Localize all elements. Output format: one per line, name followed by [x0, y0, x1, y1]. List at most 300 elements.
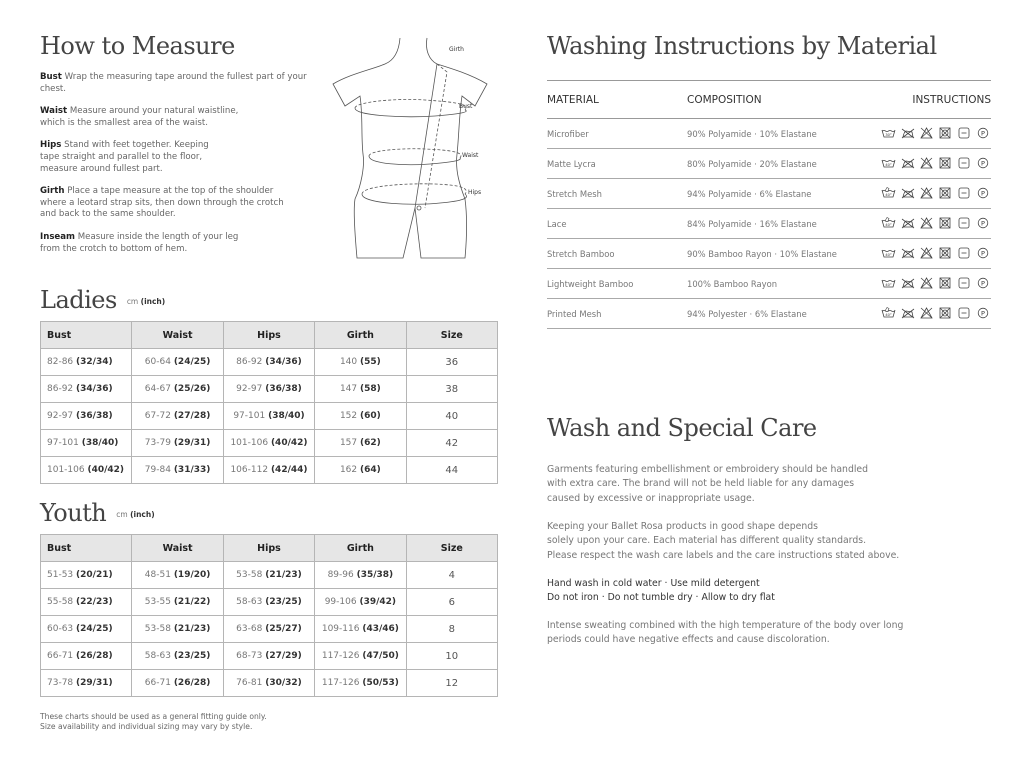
care-paragraph-instructions — [547, 577, 967, 606]
cell-bust — [41, 643, 132, 670]
do-not-bleach-icon — [920, 307, 934, 318]
line: Keeping your Ballet Rosa products in good shape depends — [547, 521, 818, 532]
inch-value: (26/28) — [76, 651, 113, 661]
do-not-bleach-icon — [920, 247, 934, 258]
cm-value: 66-71 — [47, 651, 74, 661]
header-size: Size — [406, 322, 497, 349]
header-instructions: INSTRUCTIONS — [877, 81, 991, 119]
inch-value: (39/42) — [359, 597, 397, 607]
table-row — [41, 376, 498, 403]
dry-flat-icon — [958, 247, 972, 258]
do-not-tumble-dry-icon — [939, 217, 953, 228]
machine-wash-icon — [881, 127, 896, 138]
professional-clean-p-icon — [977, 277, 991, 288]
care-icon-group — [881, 277, 991, 288]
cell-girth — [315, 643, 406, 670]
inch-value: (27/29) — [265, 651, 302, 661]
measure-item-hips — [40, 140, 230, 175]
cell-hips — [223, 376, 314, 403]
inch-value: (38/40) — [268, 411, 305, 421]
header-hips: Hips — [223, 322, 314, 349]
measure-instructions — [40, 72, 330, 266]
cell-bust — [41, 589, 132, 616]
svg-text:40°: 40° — [885, 313, 892, 317]
hips-ellipse — [362, 184, 467, 204]
header-girth: Girth — [315, 535, 406, 562]
cell-size: 6 — [406, 589, 497, 616]
cell-girth — [315, 376, 406, 403]
care-icons — [877, 149, 991, 179]
cell-waist — [132, 403, 223, 430]
table-header-row — [41, 322, 498, 349]
cm-value: 48-51 — [144, 570, 171, 580]
inch-value: (36/38) — [76, 411, 113, 421]
cm-value: 68-73 — [236, 651, 263, 661]
inch-value: (19/20) — [173, 570, 211, 580]
dry-flat-icon — [958, 157, 972, 168]
table-row — [547, 209, 991, 239]
do-not-bleach-icon — [920, 187, 934, 198]
cm-value: 86-92 — [47, 384, 74, 394]
ladies-size-table — [40, 321, 498, 484]
svg-text:40°: 40° — [885, 193, 892, 197]
cm-value: 73-79 — [144, 438, 171, 448]
machine-wash-icon — [881, 247, 896, 258]
svg-text:40°: 40° — [885, 163, 892, 167]
inch-value: (62) — [360, 438, 381, 448]
cm-value: 86-92 — [236, 357, 263, 367]
cm-value: 92-97 — [236, 384, 263, 394]
cell-waist — [132, 562, 223, 589]
table-row — [547, 239, 991, 269]
line: Do not iron · Do not tumble dry · Allow to dry flat — [547, 592, 775, 604]
cm-value: 53-58 — [144, 624, 171, 634]
youth-size-table — [40, 534, 498, 697]
inch-value: (64) — [360, 465, 381, 475]
care-icon-group — [881, 157, 991, 168]
cm-value: 157 — [339, 438, 358, 448]
care-icons — [877, 269, 991, 299]
hand-wash-icon — [881, 307, 896, 318]
table-row — [547, 269, 991, 299]
care-icon-group — [881, 187, 991, 198]
care-icons — [877, 119, 991, 149]
inch-value: (40/42) — [270, 438, 308, 448]
cell-waist — [132, 589, 223, 616]
measure-item-girth — [40, 186, 302, 221]
do-not-iron-icon — [901, 127, 915, 138]
inch-value: (60) — [360, 411, 381, 421]
body-measurement-figure — [325, 36, 495, 262]
cell-size: 8 — [406, 616, 497, 643]
note-line: Size availability and individual sizing may vary by style. — [40, 722, 253, 731]
inch-value: (24/25) — [173, 357, 211, 367]
special-care-title: Wash and Special Care — [547, 414, 817, 442]
line: solely upon your care. Each material has different quality standards. — [547, 535, 867, 547]
ladies-title — [40, 286, 165, 314]
cell-hips — [223, 403, 314, 430]
desc: Wrap the measuring tape around the fullest part of your chest. — [40, 72, 307, 94]
cm-value: 76-81 — [236, 678, 263, 688]
inch-value: (21/22) — [173, 597, 211, 607]
inch-value: (29/31) — [173, 438, 211, 448]
table-row — [41, 589, 498, 616]
svg-text:P: P — [981, 159, 985, 168]
inch-value: (47/50) — [362, 651, 399, 661]
cell-girth — [315, 616, 406, 643]
cell-hips — [223, 430, 314, 457]
care-icons — [877, 239, 991, 269]
cell-waist — [132, 349, 223, 376]
inch-value: (27/28) — [173, 411, 211, 421]
figure-label-girth: Girth — [449, 46, 464, 53]
do-not-tumble-dry-icon — [939, 157, 953, 168]
do-not-iron-icon — [901, 157, 915, 168]
material-name: Stretch Bamboo — [547, 239, 687, 269]
girth-line — [415, 64, 447, 210]
cell-bust — [41, 403, 132, 430]
material-name: Stretch Mesh — [547, 179, 687, 209]
care-icon-group — [881, 217, 991, 228]
inch-value: (25/27) — [265, 624, 302, 634]
inch-value: (22/23) — [76, 597, 113, 607]
cm-value: 147 — [339, 384, 358, 394]
inch-value: (21/23) — [173, 624, 211, 634]
cell-size: 10 — [406, 643, 497, 670]
waist-ellipse — [369, 149, 461, 165]
cm-value: 162 — [339, 465, 358, 475]
cell-bust — [41, 376, 132, 403]
cm-value: 58-63 — [236, 597, 263, 607]
table-row — [41, 562, 498, 589]
cm-value: 101-106 — [230, 438, 269, 448]
youth-title — [40, 499, 155, 527]
inch-value: (55) — [360, 357, 381, 367]
table-row — [41, 457, 498, 484]
table-row — [41, 616, 498, 643]
inch-value: (34/36) — [265, 357, 302, 367]
dry-flat-icon — [958, 307, 972, 318]
inch-value: (50/53) — [362, 678, 399, 688]
professional-clean-p-icon — [977, 157, 991, 168]
cm-value: 117-126 — [321, 678, 360, 688]
cm-value: 140 — [339, 357, 358, 367]
dry-flat-icon — [958, 277, 972, 288]
cm-value: 117-126 — [321, 651, 360, 661]
material-name: Printed Mesh — [547, 299, 687, 329]
material-composition: 94% Polyester · 6% Elastane — [687, 299, 877, 329]
term: Waist — [40, 106, 68, 117]
cell-hips — [223, 616, 314, 643]
care-icon-group — [881, 307, 991, 318]
inch-value: (36/38) — [265, 384, 302, 394]
table-row — [41, 670, 498, 697]
table-row — [547, 299, 991, 329]
cm-value: 66-71 — [144, 678, 171, 688]
inch-value: (34/36) — [76, 384, 113, 394]
line: Please respect the wash care labels and the care instructions stated above. — [547, 549, 900, 561]
cell-size: 12 — [406, 670, 497, 697]
fitting-guide-note — [40, 712, 267, 732]
cell-size: 42 — [406, 430, 497, 457]
ladies-heading: Ladies — [40, 286, 117, 314]
inch-value: (25/26) — [173, 384, 211, 394]
cell-girth — [315, 430, 406, 457]
svg-text:P: P — [981, 129, 985, 138]
material-composition: 100% Bamboo Rayon — [687, 269, 877, 299]
table-row — [547, 149, 991, 179]
cm-value: 53-58 — [236, 570, 263, 580]
inch-value: (24/25) — [76, 624, 113, 634]
cm-value: 97-101 — [233, 411, 266, 421]
cell-waist — [132, 430, 223, 457]
inch-value: (35/38) — [356, 570, 394, 580]
professional-clean-p-icon — [977, 187, 991, 198]
material-name: Microfiber — [547, 119, 687, 149]
cm-value: 89-96 — [327, 570, 354, 580]
body-outline — [333, 38, 487, 258]
do-not-tumble-dry-icon — [939, 127, 953, 138]
cm-value: 82-86 — [47, 357, 74, 367]
line: periods could have negative effects and cause discoloration. — [547, 634, 830, 646]
material-name: Lightweight Bamboo — [547, 269, 687, 299]
cell-hips — [223, 589, 314, 616]
washing-instructions-title: Washing Instructions by Material — [547, 32, 937, 60]
table-header-row — [41, 535, 498, 562]
cm-value: 109-116 — [321, 624, 360, 634]
inch-value: (58) — [360, 384, 381, 394]
cm-value: 63-68 — [236, 624, 263, 634]
header-girth: Girth — [315, 322, 406, 349]
do-not-bleach-icon — [920, 277, 934, 288]
cell-bust — [41, 430, 132, 457]
svg-text:40°: 40° — [885, 283, 892, 287]
cell-girth — [315, 670, 406, 697]
svg-text:P: P — [981, 249, 985, 258]
cm-value: 53-55 — [144, 597, 171, 607]
table-header-row — [547, 81, 991, 119]
svg-text:P: P — [981, 279, 985, 288]
cell-size: 36 — [406, 349, 497, 376]
cell-hips — [223, 457, 314, 484]
cell-girth — [315, 457, 406, 484]
cm-value: 79-84 — [144, 465, 171, 475]
header-bust: Bust — [41, 322, 132, 349]
inch-value: (42/44) — [270, 465, 308, 475]
cell-waist — [132, 457, 223, 484]
hand-wash-icon — [881, 187, 896, 198]
term: Inseam — [40, 231, 76, 242]
inch-value: (38/40) — [81, 438, 119, 448]
cm-value: 99-106 — [324, 597, 357, 607]
unit-label — [127, 297, 165, 306]
line: Garments featuring embellishment or embroidery should be handled — [547, 464, 869, 475]
care-paragraph-quality — [547, 520, 967, 563]
do-not-iron-icon — [901, 307, 915, 318]
hand-wash-icon — [881, 217, 896, 228]
cm-value: 152 — [339, 411, 358, 421]
note-line: These charts should be used as a general fitting guide only. — [40, 712, 267, 721]
youth-heading: Youth — [40, 499, 107, 527]
measure-item-bust — [40, 72, 330, 95]
do-not-tumble-dry-icon — [939, 247, 953, 258]
dry-flat-icon — [958, 217, 972, 228]
line: with extra care. The brand will not be held liable for any damages — [547, 478, 855, 490]
cell-girth — [315, 403, 406, 430]
measure-item-inseam — [40, 232, 250, 255]
header-waist: Waist — [132, 535, 223, 562]
inch-value: (29/31) — [76, 678, 113, 688]
line: Hand wash in cold water · Use mild detergent — [547, 578, 760, 589]
cm-value: 101-106 — [47, 465, 85, 475]
cm-value: 60-64 — [144, 357, 171, 367]
unit-inch: (inch) — [140, 297, 166, 306]
do-not-tumble-dry-icon — [939, 187, 953, 198]
cell-bust — [41, 349, 132, 376]
cell-waist — [132, 670, 223, 697]
table-row — [41, 349, 498, 376]
term: Hips — [40, 140, 62, 151]
do-not-bleach-icon — [920, 157, 934, 168]
do-not-iron-icon — [901, 217, 915, 228]
desc: Measure inside the length of your leg from the crotch to bottom of hem. — [40, 231, 239, 254]
cm-value: 67-72 — [144, 411, 171, 421]
svg-text:P: P — [981, 309, 985, 318]
inch-value: (26/28) — [173, 678, 211, 688]
material-composition: 80% Polyamide · 20% Elastane — [687, 149, 877, 179]
cell-bust — [41, 562, 132, 589]
professional-clean-p-icon — [977, 217, 991, 228]
professional-clean-p-icon — [977, 307, 991, 318]
dry-flat-icon — [958, 127, 972, 138]
care-icons — [877, 179, 991, 209]
header-size: Size — [406, 535, 497, 562]
table-row — [547, 179, 991, 209]
desc: Place a tape measure at the top of the shoulder where a leotard strap sits, then down through the crotch and back to the same shoulder. — [40, 186, 284, 220]
measure-item-waist — [40, 106, 255, 129]
inch-value: (23/25) — [173, 651, 211, 661]
inch-value: (20/21) — [76, 570, 113, 580]
material-composition: 90% Polyamide · 10% Elastane — [687, 119, 877, 149]
cm-value: 60-63 — [47, 624, 74, 634]
unit-label — [116, 510, 154, 519]
header-waist: Waist — [132, 322, 223, 349]
professional-clean-p-icon — [977, 247, 991, 258]
machine-wash-icon — [881, 277, 896, 288]
material-composition: 84% Polyamide · 16% Elastane — [687, 209, 877, 239]
inch-value: (43/46) — [362, 624, 399, 634]
cell-size: 40 — [406, 403, 497, 430]
cm-value: 64-67 — [144, 384, 171, 394]
desc: Stand with feet together. Keeping tape straight and parallel to the floor, measure around fullest part. — [40, 140, 209, 174]
cell-bust — [41, 670, 132, 697]
svg-text:P: P — [981, 189, 985, 198]
material-composition: 94% Polyamide · 6% Elastane — [687, 179, 877, 209]
how-to-measure-title: How to Measure — [40, 32, 235, 60]
care-icons — [877, 299, 991, 329]
do-not-tumble-dry-icon — [939, 307, 953, 318]
cell-bust — [41, 457, 132, 484]
term: Bust — [40, 72, 62, 82]
care-paragraph-embellishment — [547, 463, 967, 506]
cell-hips — [223, 643, 314, 670]
inch-value: (31/33) — [173, 465, 211, 475]
cell-size: 4 — [406, 562, 497, 589]
care-icon-group — [881, 127, 991, 138]
inch-value: (32/34) — [76, 357, 113, 367]
do-not-tumble-dry-icon — [939, 277, 953, 288]
svg-text:40°: 40° — [885, 223, 892, 227]
table-row — [547, 119, 991, 149]
cell-bust — [41, 616, 132, 643]
inch-value: (23/25) — [265, 597, 302, 607]
do-not-bleach-icon — [920, 217, 934, 228]
bust-ellipse — [355, 99, 466, 116]
table-row — [41, 643, 498, 670]
figure-label-waist: Waist — [462, 152, 479, 159]
line: caused by excessive or inappropriate usage. — [547, 492, 755, 504]
cm-value: 58-63 — [144, 651, 171, 661]
do-not-iron-icon — [901, 187, 915, 198]
header-composition: COMPOSITION — [687, 81, 877, 119]
unit-cm: cm — [126, 297, 139, 306]
cell-waist — [132, 376, 223, 403]
cell-girth — [315, 562, 406, 589]
material-name: Lace — [547, 209, 687, 239]
cell-waist — [132, 643, 223, 670]
unit-cm: cm — [116, 510, 128, 519]
cm-value: 55-58 — [47, 597, 74, 607]
cell-girth — [315, 349, 406, 376]
cell-hips — [223, 670, 314, 697]
material-composition: 90% Bamboo Rayon · 10% Elastane — [687, 239, 877, 269]
care-icon-group — [881, 247, 991, 258]
figure-label-bust: Bust — [459, 103, 473, 110]
unit-inch: (inch) — [130, 510, 155, 519]
inch-value: (21/23) — [265, 570, 302, 580]
cell-hips — [223, 349, 314, 376]
dry-flat-icon — [958, 187, 972, 198]
material-name: Matte Lycra — [547, 149, 687, 179]
table-row — [41, 403, 498, 430]
header-bust: Bust — [41, 535, 132, 562]
svg-text:40°: 40° — [885, 253, 892, 257]
svg-text:P: P — [981, 219, 985, 228]
cell-hips — [223, 562, 314, 589]
inch-value: (40/42) — [87, 465, 125, 475]
washing-instructions-table — [547, 80, 991, 329]
inch-value: (30/32) — [265, 678, 302, 688]
header-material: MATERIAL — [547, 81, 687, 119]
care-paragraph-sweating — [547, 619, 967, 648]
cell-girth — [315, 589, 406, 616]
do-not-bleach-icon — [920, 127, 934, 138]
desc: Measure around your natural waistline, which is the smallest area of the waist. — [40, 106, 239, 128]
do-not-iron-icon — [901, 277, 915, 288]
machine-wash-icon — [881, 157, 896, 168]
professional-clean-p-icon — [977, 127, 991, 138]
figure-label-hips: Hips — [468, 189, 482, 196]
table-row — [41, 430, 498, 457]
header-hips: Hips — [223, 535, 314, 562]
cm-value: 92-97 — [47, 411, 74, 421]
do-not-iron-icon — [901, 247, 915, 258]
cm-value: 97-101 — [47, 438, 79, 448]
line: Intense sweating combined with the high temperature of the body over long — [547, 620, 904, 631]
cm-value: 73-78 — [47, 678, 74, 688]
cell-size: 38 — [406, 376, 497, 403]
cell-waist — [132, 616, 223, 643]
